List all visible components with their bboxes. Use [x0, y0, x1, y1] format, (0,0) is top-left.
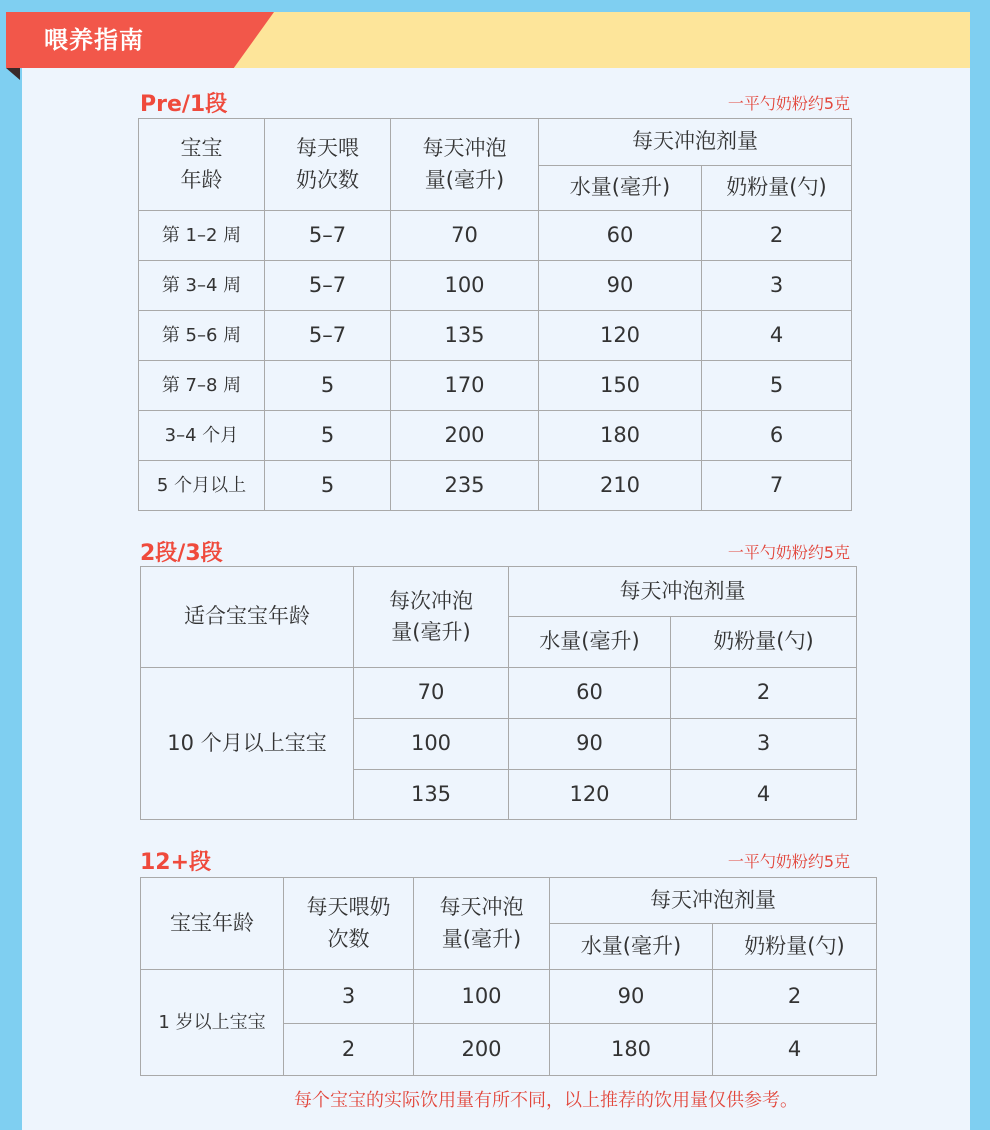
cell-powder: 4	[702, 311, 852, 361]
header-daily-dose: 每天冲泡剂量	[509, 567, 857, 617]
header-daily-dose: 每天冲泡剂量	[539, 119, 852, 166]
table-row	[139, 311, 852, 361]
cell-age: 5 个月以上	[139, 461, 265, 511]
cell-age: 第 1–2 周	[139, 211, 265, 261]
cell-water: 90	[550, 970, 713, 1024]
cell-powder: 2	[713, 970, 877, 1024]
cell-water: 120	[509, 770, 671, 820]
cell-volume: 100	[391, 261, 539, 311]
section-note-pre1: 一平勺奶粉约5克	[727, 94, 850, 113]
cell-volume: 70	[391, 211, 539, 261]
header-daily-dose: 每天冲泡剂量	[550, 878, 877, 924]
cell-water: 60	[539, 211, 702, 261]
section-note-12plus: 一平勺奶粉约5克	[727, 852, 850, 871]
header-feeds-per-day: 每天喂奶 次数	[284, 878, 414, 970]
cell-powder: 4	[671, 770, 857, 820]
header-age: 宝宝年龄	[141, 878, 284, 970]
cell-feeds: 3	[284, 970, 414, 1024]
header-water: 水量(毫升)	[509, 617, 671, 668]
header-age: 适合宝宝年龄	[141, 567, 354, 668]
header-water: 水量(毫升)	[539, 166, 702, 211]
cell-water: 180	[539, 411, 702, 461]
cell-age: 第 7–8 周	[139, 361, 265, 411]
cell-volume: 70	[354, 668, 509, 719]
cell-age: 1 岁以上宝宝	[141, 970, 284, 1076]
cell-age: 第 3–4 周	[139, 261, 265, 311]
cell-water: 90	[509, 719, 671, 770]
cell-water: 90	[539, 261, 702, 311]
cell-volume: 170	[391, 361, 539, 411]
header-daily-volume: 每天冲泡 量(毫升)	[414, 878, 550, 970]
cell-feeds: 5–7	[265, 211, 391, 261]
cell-feeds: 5–7	[265, 311, 391, 361]
tab-fold-corner	[6, 68, 20, 80]
table-row	[139, 261, 852, 311]
cell-water: 210	[539, 461, 702, 511]
cell-volume: 235	[391, 461, 539, 511]
table-row	[139, 211, 852, 261]
page-title: 喂养指南	[44, 26, 144, 54]
header-water: 水量(毫升)	[550, 924, 713, 970]
feeding-table-2-3	[140, 566, 857, 820]
header-powder: 奶粉量(勺)	[702, 166, 852, 211]
header-tab	[6, 12, 274, 68]
cell-volume: 200	[391, 411, 539, 461]
cell-volume: 135	[391, 311, 539, 361]
cell-water: 180	[550, 1024, 713, 1076]
cell-volume: 135	[354, 770, 509, 820]
cell-feeds: 5	[265, 411, 391, 461]
cell-water: 150	[539, 361, 702, 411]
cell-age: 第 5–6 周	[139, 311, 265, 361]
cell-powder: 5	[702, 361, 852, 411]
cell-powder: 3	[671, 719, 857, 770]
cell-powder: 2	[671, 668, 857, 719]
section-title-12plus: 12+段	[140, 850, 212, 875]
cell-water: 60	[509, 668, 671, 719]
table-row	[141, 970, 877, 1024]
section-title-pre1: Pre/1段	[140, 92, 228, 117]
header-volume-per-feed: 每次冲泡 量(毫升)	[354, 567, 509, 668]
cell-age: 3–4 个月	[139, 411, 265, 461]
cell-feeds: 5	[265, 461, 391, 511]
cell-volume: 100	[354, 719, 509, 770]
cell-feeds: 2	[284, 1024, 414, 1076]
feeding-table-12plus	[140, 877, 877, 1076]
header-powder: 奶粉量(勺)	[713, 924, 877, 970]
cell-powder: 2	[702, 211, 852, 261]
cell-powder: 4	[713, 1024, 877, 1076]
feeding-table-pre1	[138, 118, 852, 511]
header-powder: 奶粉量(勺)	[671, 617, 857, 668]
table-row	[139, 461, 852, 511]
cell-feeds: 5–7	[265, 261, 391, 311]
cell-water: 120	[539, 311, 702, 361]
section-title-2-3: 2段/3段	[140, 541, 223, 566]
cell-volume: 100	[414, 970, 550, 1024]
header-daily-volume: 每天冲泡 量(毫升)	[391, 119, 539, 211]
cell-age: 10 个月以上宝宝	[141, 668, 354, 820]
cell-powder: 6	[702, 411, 852, 461]
header-feeds-per-day: 每天喂 奶次数	[265, 119, 391, 211]
cell-powder: 7	[702, 461, 852, 511]
table-row	[139, 411, 852, 461]
cell-feeds: 5	[265, 361, 391, 411]
table-row	[141, 668, 857, 719]
header-age: 宝宝 年龄	[139, 119, 265, 211]
cell-volume: 200	[414, 1024, 550, 1076]
section-note-2-3: 一平勺奶粉约5克	[727, 543, 850, 562]
cell-powder: 3	[702, 261, 852, 311]
footnote: 每个宝宝的实际饮用量有所不同，以上推荐的饮用量仅供参考。	[294, 1090, 798, 1111]
table-row	[139, 361, 852, 411]
